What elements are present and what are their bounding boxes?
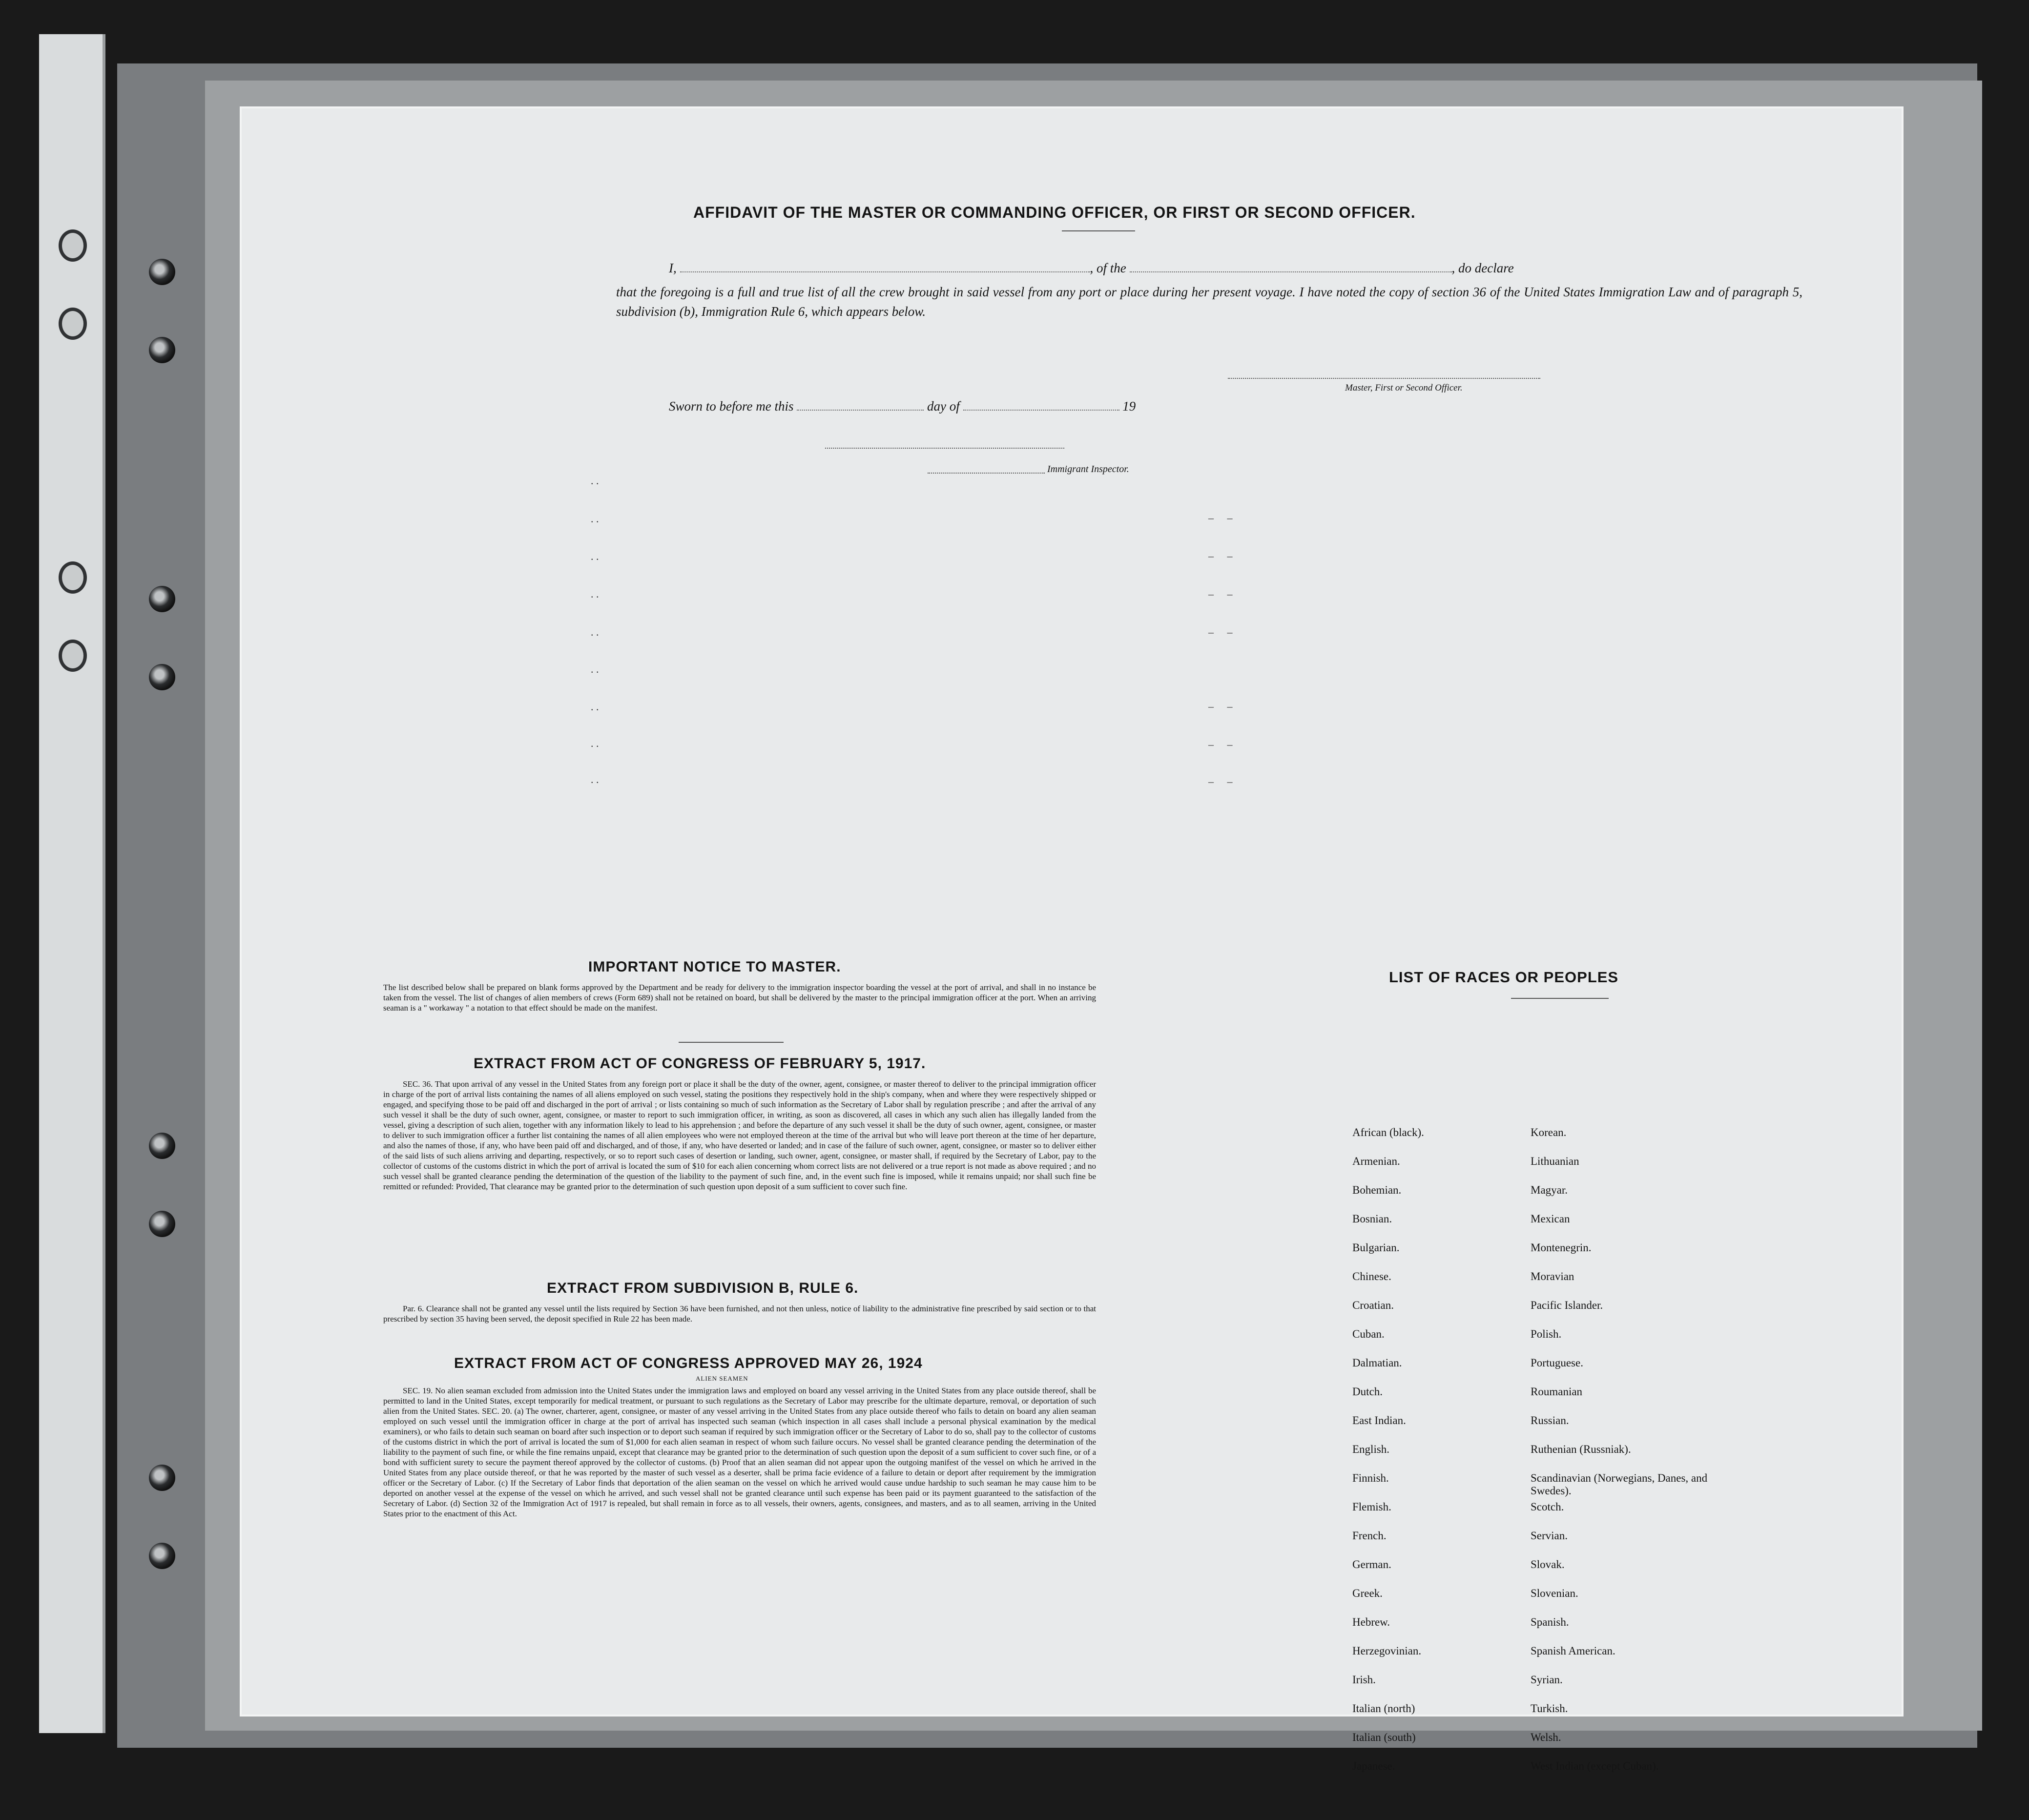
- rivet: [149, 1133, 175, 1159]
- race-item: Hebrew.: [1352, 1616, 1390, 1628]
- sworn-label: Sworn to before me this: [669, 399, 794, 414]
- year-prefix: 19: [1122, 399, 1136, 414]
- notice-title: IMPORTANT NOTICE TO MASTER.: [588, 959, 841, 975]
- stray-mark: . .: [591, 626, 599, 638]
- title-rule: [1062, 230, 1135, 231]
- races-right-column: [1531, 1126, 1726, 1789]
- stray-mark: . .: [591, 663, 599, 675]
- do-declare-label: , do declare: [1451, 261, 1514, 275]
- master-signature-line[interactable]: [1228, 378, 1540, 379]
- races-title: LIST OF RACES OR PEOPLES: [1389, 969, 1619, 986]
- race-item: Greek.: [1352, 1587, 1383, 1599]
- of-the-label: , of the: [1090, 261, 1126, 275]
- race-item: Roumanian: [1531, 1386, 1583, 1398]
- inspector-signature-caption: Immigrant Inspector.: [1047, 464, 1129, 475]
- rivet: [149, 337, 175, 363]
- race-item: Scotch.: [1531, 1501, 1564, 1513]
- race-item: Bosnian.: [1352, 1213, 1392, 1225]
- stray-mark: . .: [591, 475, 599, 487]
- extract-rule6-title: EXTRACT FROM SUBDIVISION B, RULE 6.: [547, 1280, 859, 1296]
- race-item: Syrian.: [1531, 1674, 1563, 1686]
- declaration-line: [669, 261, 1514, 276]
- extract-rule6-body: Par. 6. Clearance shall not be granted any vessel until the lists required by Section 36 have been furnished, and not then unless, notice of liability to the administrative fine prescribed by said section or to that prescribed by section 35 having been served, the deposit specified in Rule 22 has been made.: [383, 1304, 1096, 1324]
- race-item: Finnish.: [1352, 1472, 1389, 1484]
- extract-1924-body: SEC. 19. No alien seaman excluded from admission into the United States under the immigration laws and employed on board any vessel arriving in the United States from any place outside thereof, shall be permitted to land in the United States, except temporarily for medical treatment, or pursuant to such regulations as the Secretary of Labor may prescribe for the ultimate departure, removal, or deportation of such alien from the United States. SEC. 20. (a) The owner, charterer, agent, consignee, or master of any vessel arriving in the United States from any place outside thereof who fails to detain on board any alien seaman employed on such vessel until the immigration officer in charge at the port of arrival has inspected such seaman (which inspection in all cases shall include a personal physical examination by the medical examiners), or who fails to detain such seaman on board after such inspection or to deport such seaman if required by such immigration officer or the Secretary of Labor to do so, shall pay to the collector of customs of the customs district in which the port of arrival is located the sum of $1,000 for each alien seaman in respect of whom such failure occurs. No vessel shall be granted clearance pending the determination of the liability to the payment of such fine, or while the fine remains unpaid, except that clearance may be granted prior to the determination of such question upon the deposit of a sum sufficient to cover such fine, or of a bond with sufficient surety to secure the payment thereof approved by the collector of customs. (b) Proof that an alien seaman did not appear upon the outgoing manifest of the vessel on which he arrived in the United States from any place outside thereof, or that he was reported by the master of such vessel as a deserter, shall be prima facie evidence of a failure to detain or deport after requirement by the immigration officer or the Secretary of Labor. (c) If the Secretary of Labor finds that deportation of the alien seaman on the vessel on which he arrived would cause undue hardship to such seaman he may cause him to be deported on another vessel at the expense of the vessel on which he arrived, and such vessel shall not be granted clearance until such expense has been paid or its payment guaranteed to the satisfaction of the Secretary of Labor. (d) Section 32 of the Immigration Act of 1917 is repealed, but shall remain in force as to all vessels, their owners, agents, consignees, and masters, and as to all seamen, arriving in the United States prior to the enactment of this Act.: [383, 1386, 1096, 1518]
- race-item: German.: [1352, 1558, 1391, 1571]
- day-of-label: day of: [927, 399, 960, 414]
- race-item: Turkish.: [1531, 1702, 1568, 1715]
- stray-mark: – –: [1208, 550, 1233, 562]
- race-item: Herzegovinian.: [1352, 1645, 1422, 1657]
- stray-mark: – –: [1208, 588, 1233, 600]
- race-item: Pacific Islander.: [1531, 1299, 1603, 1311]
- stray-mark: – –: [1208, 626, 1233, 638]
- race-item: Montenegrin.: [1531, 1241, 1592, 1254]
- binder-hole: [59, 229, 87, 262]
- race-item: Servian.: [1531, 1530, 1568, 1542]
- stray-mark: – –: [1208, 738, 1233, 750]
- race-item: Bohemian.: [1352, 1184, 1402, 1196]
- stray-mark: – –: [1208, 700, 1233, 712]
- notice-body: The list described below shall be prepared on blank forms approved by the Department and be ready for delivery to the immigration inspector boarding the vessel at the port of arrival, and shall in no instance be taken from the vessel. The list of changes of alien members of crews (Form 689) shall not be retained on board, but shall be delivered by the master to the principal immigration officer at the port. When an arriving seaman is a " workaway " a notation to that effect should be made on the manifest.: [383, 983, 1096, 1013]
- extract-1917-body: SEC. 36. That upon arrival of any vessel in the United States from any foreign port or place it shall be the duty of the owner, agent, consignee, or master thereof to deliver to the principal immigration officer in charge of the port of arrival lists containing the names of all aliens employed on such vessel, stating the positions they respectively hold in the ship's company, when and where they were respectively shipped or engaged, and specifying those to be paid off and discharged in the port of arrival ; or lists containing so much of such information as the Secretary of Labor shall by regulation prescribe ; and after the arrival of any such vessel it shall be the duty of such owner, agent, consignee, or master to report to such immigration officer, in writing, as soon as discovered, all cases in which any such alien has illegally landed from the vessel, giving a description of such alien, together with any information likely to lead to his apprehension ; and before the departure of any such vessel it shall be the duty of such owner, agent, consignee, or master to deliver to such immigration officer a further list containing the names of all alien employees who were not employed thereon at the time of the arrival but who will leave port thereon at the time of her departure, and also the names of those, if any, who have been paid off and discharged, and of those, if any, who have deserted or landed; and in case of the failure of such owner, agent, consignee, or master so to deliver either of the said lists of such aliens arriving and departing, respectively, or so to report such cases of desertion or landing, such owner, agent, consignee, or master shall, if required by the Secretary of Labor, pay to the collector of customs of the customs district in which the port of arrival is located the sum of $10 for each alien concerning whom correct lists are not delivered or a true report is not made as above required ; and no such vessel shall be granted clearance pending the determination of the question of the liability to the payment of such fine, and, in the event such fine is imposed, while it remains unpaid; nor shall such fine be remitted or refunded: Provided, That clearance may be granted prior to the determination of such question upon deposit of a sum sufficient to cover such fine.: [383, 1079, 1096, 1191]
- race-item: Irish.: [1352, 1674, 1376, 1686]
- binder-hole: [59, 640, 87, 672]
- race-item: Croatian.: [1352, 1299, 1394, 1311]
- stray-mark: – –: [1208, 512, 1233, 524]
- extract-1924-subtitle: ALIEN SEAMEN: [696, 1375, 748, 1382]
- race-item: Welsh.: [1531, 1731, 1561, 1743]
- race-item: Portuguese.: [1531, 1357, 1583, 1369]
- races-left-column: [1352, 1126, 1424, 1789]
- race-item: African (black).: [1352, 1126, 1424, 1138]
- binder-hole: [59, 561, 87, 594]
- race-item: Italian (south): [1352, 1731, 1416, 1743]
- race-item: Chinese.: [1352, 1270, 1391, 1282]
- race-item: Magyar.: [1531, 1184, 1568, 1196]
- race-item: Flemish.: [1352, 1501, 1391, 1513]
- race-item: Russian.: [1531, 1414, 1569, 1427]
- race-item: Spanish.: [1531, 1616, 1569, 1628]
- race-item: Polish.: [1531, 1328, 1562, 1340]
- race-item: Korean.: [1531, 1126, 1567, 1138]
- rivet: [149, 1211, 175, 1237]
- inspector-signature-line-2[interactable]: [928, 473, 1045, 474]
- race-item: Mexican: [1531, 1213, 1570, 1225]
- race-item: Bulgarian.: [1352, 1241, 1400, 1254]
- stray-mark: – –: [1208, 775, 1233, 787]
- race-item: English.: [1352, 1443, 1390, 1455]
- rivet: [149, 259, 175, 285]
- races-rule: [1511, 998, 1609, 999]
- notice-rule: [679, 1042, 784, 1043]
- race-item: East Indian.: [1352, 1414, 1406, 1427]
- stray-mark: . .: [591, 550, 599, 562]
- race-item: Spanish American.: [1531, 1645, 1615, 1657]
- race-item: Japanese.: [1352, 1760, 1395, 1772]
- form-sheet: [242, 108, 1902, 1772]
- declaration-body: that the foregoing is a full and true list of all the crew brought in said vessel from any port or place during her present voyage. I have noted the copy of section 36 of the United States Immigration Law and of paragraph 5, subdivision (b), Immigration Rule 6, which appears below.: [616, 285, 1802, 319]
- rivet: [149, 664, 175, 690]
- race-item: Dutch.: [1352, 1386, 1383, 1398]
- race-item: Slovenian.: [1531, 1587, 1578, 1599]
- rivet: [149, 1465, 175, 1491]
- race-item: Ruthenian (Russniak).: [1531, 1443, 1631, 1455]
- race-item: Italian (north): [1352, 1702, 1415, 1715]
- stray-mark: . .: [591, 588, 599, 600]
- race-item: French.: [1352, 1530, 1387, 1542]
- race-item: Scandinavian (Norwegians, Danes, and Swedes).: [1531, 1472, 1708, 1497]
- sworn-month-field[interactable]: [963, 410, 1119, 411]
- stray-mark: . .: [591, 701, 599, 713]
- race-item: Armenian.: [1352, 1155, 1400, 1167]
- affidavit-title: AFFIDAVIT OF THE MASTER OR COMMANDING OFFICER, OR FIRST OR SECOND OFFICER.: [693, 204, 1416, 221]
- binder-hole: [59, 308, 87, 340]
- extract-1924-title: EXTRACT FROM ACT OF CONGRESS APPROVED MAY 26, 1924: [454, 1355, 923, 1371]
- race-item: Cuban.: [1352, 1328, 1385, 1340]
- sworn-line: [669, 399, 1136, 414]
- race-item: Dalmatian.: [1352, 1357, 1402, 1369]
- vessel-name-field[interactable]: [1130, 271, 1452, 272]
- i-label: I,: [669, 261, 677, 275]
- binder-strip: [39, 34, 105, 1733]
- inspector-signature-line-1[interactable]: [825, 448, 1064, 449]
- rivet: [149, 586, 175, 612]
- race-item: Lithuanian: [1531, 1155, 1579, 1167]
- stray-mark: . .: [591, 773, 599, 786]
- officer-name-field[interactable]: [680, 271, 1090, 272]
- rivet: [149, 1543, 175, 1569]
- race-item: West Indian (except Cuban).: [1531, 1760, 1659, 1772]
- sworn-day-field[interactable]: [797, 410, 924, 411]
- race-item: Moravian: [1531, 1270, 1574, 1282]
- extract-1917-title: EXTRACT FROM ACT OF CONGRESS OF FEBRUARY 5, 1917.: [474, 1055, 926, 1072]
- master-signature-caption: Master, First or Second Officer.: [1345, 383, 1463, 393]
- stray-mark: . .: [591, 513, 599, 525]
- stray-mark: . .: [591, 737, 599, 749]
- race-item: Slovak.: [1531, 1558, 1565, 1571]
